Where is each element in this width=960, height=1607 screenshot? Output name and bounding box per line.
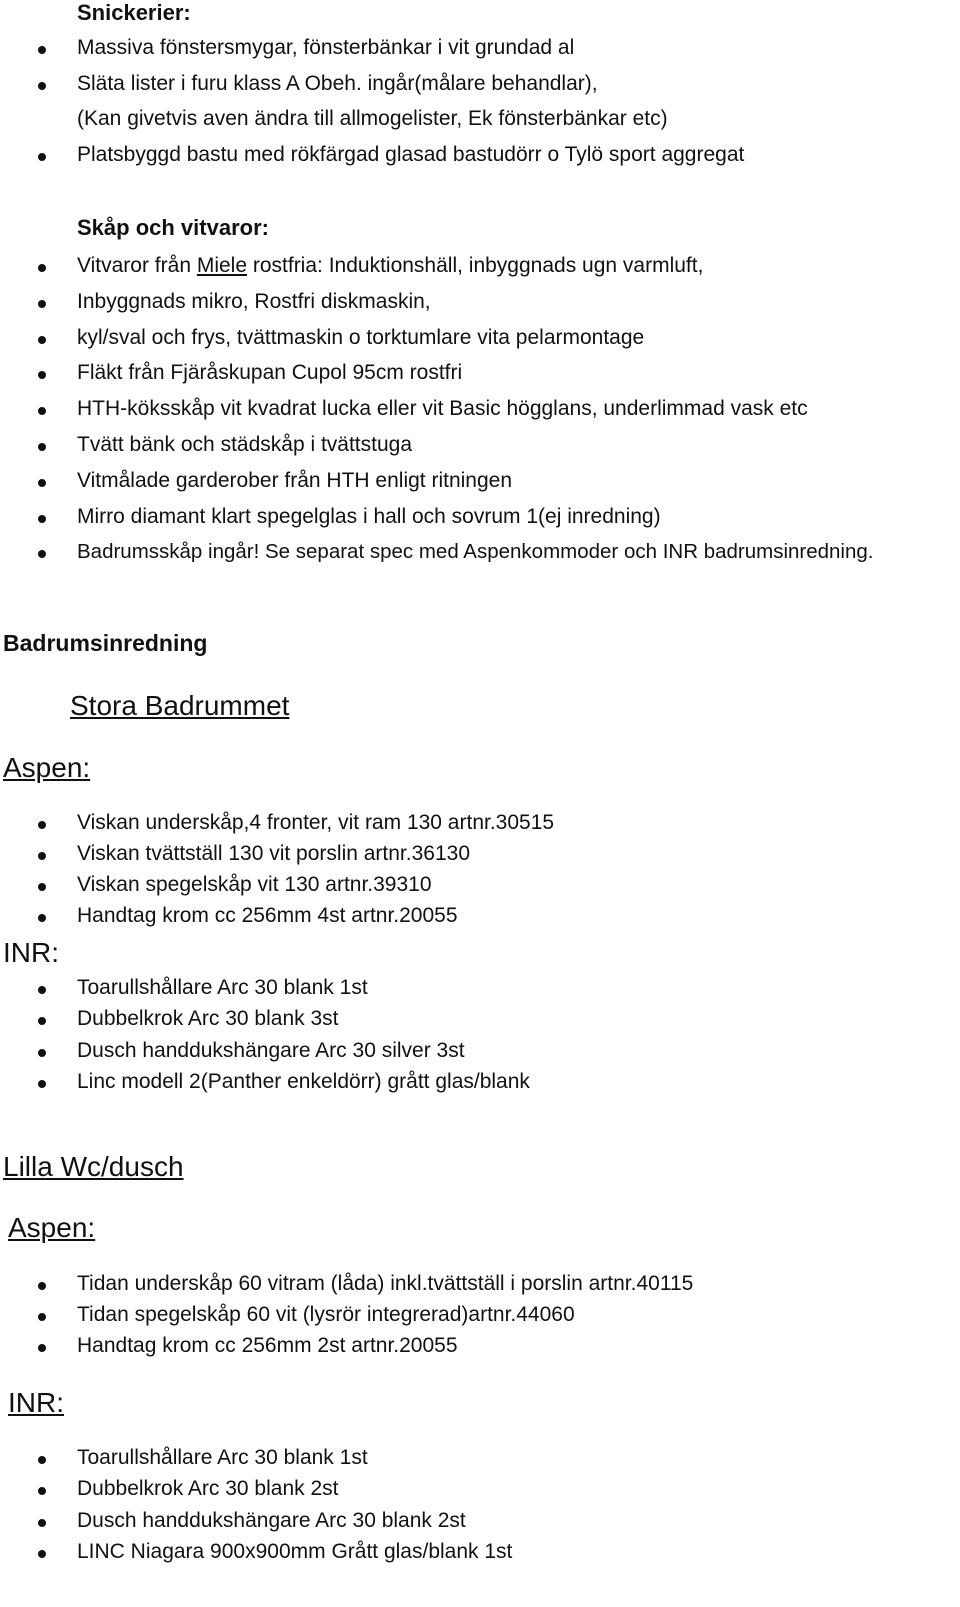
lilla-inr-item: Dubbelkrok Arc 30 blank 2st	[77, 1477, 339, 1500]
stora-inr-item: Toarullshållare Arc 30 blank 1st	[77, 976, 368, 999]
skap-item: HTH-köksskåp vit kvadrat lucka eller vit Basic högglans, underlimmad vask etc	[77, 397, 808, 420]
snickerier-item: Släta lister i furu klass A Obeh. ingår(målare behandlar),	[77, 72, 598, 95]
skap-item-before: Vitvaror från	[77, 254, 197, 277]
bullet	[38, 1080, 46, 1088]
skap-item: Mirro diamant klart spegelglas i hall och sovrum 1(ej inredning)	[77, 505, 661, 528]
stora-aspen-item: Viskan underskåp,4 fronter, vit ram 130 artnr.30515	[77, 811, 555, 834]
snickerier-item: Massiva fönstersmygar, fönsterbänkar i vit grundad al	[77, 36, 575, 59]
bullet	[38, 1017, 46, 1025]
bullet	[38, 883, 46, 891]
bullet	[38, 479, 46, 487]
stora-inr-label: INR:	[3, 937, 59, 968]
bullet	[38, 1550, 46, 1558]
bullet	[38, 852, 46, 860]
skap-item: Vitmålade garderober från HTH enligt ritningen	[77, 469, 513, 492]
skap-item-after: rostfria: Induktionshäll, inbyggnads ugn varmluft,	[247, 254, 704, 277]
skap-item: Inbyggnads mikro, Rostfri diskmaskin,	[77, 290, 431, 313]
lilla-inr-item: Dusch handdukshängare Arc 30 blank 2st	[77, 1509, 466, 1532]
lilla-wc-title: Lilla Wc/dusch	[3, 1151, 184, 1182]
stora-inr-item: Dubbelkrok Arc 30 blank 3st	[77, 1007, 339, 1030]
stora-aspen-item: Handtag krom cc 256mm 4st artnr.20055	[77, 904, 458, 927]
skap-item: Tvätt bänk och städskåp i tvättstuga	[77, 433, 413, 456]
skap-item: Fläkt från Fjäråskupan Cupol 95cm rostfri	[77, 361, 463, 384]
snickerier-heading: Snickerier:	[77, 0, 191, 25]
stora-aspen-item: Viskan spegelskåp vit 130 artnr.39310	[77, 873, 432, 896]
snickerier-item: Platsbyggd bastu med rökfärgad glasad bastudörr o Tylö sport aggregat	[77, 143, 745, 166]
skap-heading: Skåp och vitvaror:	[77, 215, 269, 240]
bullet	[38, 407, 46, 415]
lilla-aspen-item: Tidan spegelskåp 60 vit (lysrör integrerad)artnr.44060	[77, 1303, 575, 1326]
bullet	[38, 1487, 46, 1495]
bullet	[38, 82, 46, 90]
bullet	[38, 46, 46, 54]
skap-item: Badrumsskåp ingår! Se separat spec med Aspenkommoder och INR badrumsinredning.	[77, 540, 874, 563]
lilla-inr-label: INR:	[8, 1387, 64, 1418]
bullet	[38, 515, 46, 523]
lilla-aspen-item: Tidan underskåp 60 vitram (låda) inkl.tvättställ i porslin artnr.40115	[77, 1272, 694, 1295]
badrum-heading: Badrumsinredning	[3, 630, 208, 656]
bullet	[38, 1049, 46, 1057]
lilla-aspen-item: Handtag krom cc 256mm 2st artnr.20055	[77, 1334, 458, 1357]
stora-inr-item: Dusch handdukshängare Arc 30 silver 3st	[77, 1039, 465, 1062]
bullet	[38, 153, 46, 161]
bullet	[38, 264, 46, 272]
bullet	[38, 336, 46, 344]
stora-aspen-item: Viskan tvättställ 130 vit porslin artnr.36130	[77, 842, 471, 865]
skap-item-miele	[77, 254, 703, 278]
skap-item: kyl/sval och frys, tvättmaskin o torktumlare vita pelarmontage	[77, 326, 645, 349]
bullet	[38, 986, 46, 994]
bullet	[38, 821, 46, 829]
lilla-aspen-label: Aspen:	[8, 1212, 96, 1243]
snickerier-item: (Kan givetvis aven ändra till allmogelister, Ek fönsterbänkar etc)	[77, 107, 668, 130]
bullet	[38, 443, 46, 451]
bullet	[38, 550, 46, 558]
bullet	[38, 1519, 46, 1527]
bullet	[38, 300, 46, 308]
bullet	[38, 1344, 46, 1352]
bullet	[38, 914, 46, 922]
bullet	[38, 371, 46, 379]
stora-badrummet-title: Stora Badrummet	[70, 690, 290, 721]
bullet	[38, 1456, 46, 1464]
bullet	[38, 1313, 46, 1321]
stora-inr-item: Linc modell 2(Panther enkeldörr) grått glas/blank	[77, 1070, 530, 1093]
lilla-inr-item: Toarullshållare Arc 30 blank 1st	[77, 1446, 368, 1469]
bullet	[38, 1282, 46, 1290]
stora-aspen-label: Aspen:	[3, 752, 91, 783]
miele-link[interactable]: Miele	[196, 254, 248, 277]
lilla-inr-item: LINC Niagara 900x900mm Grått glas/blank 1st	[77, 1540, 513, 1563]
